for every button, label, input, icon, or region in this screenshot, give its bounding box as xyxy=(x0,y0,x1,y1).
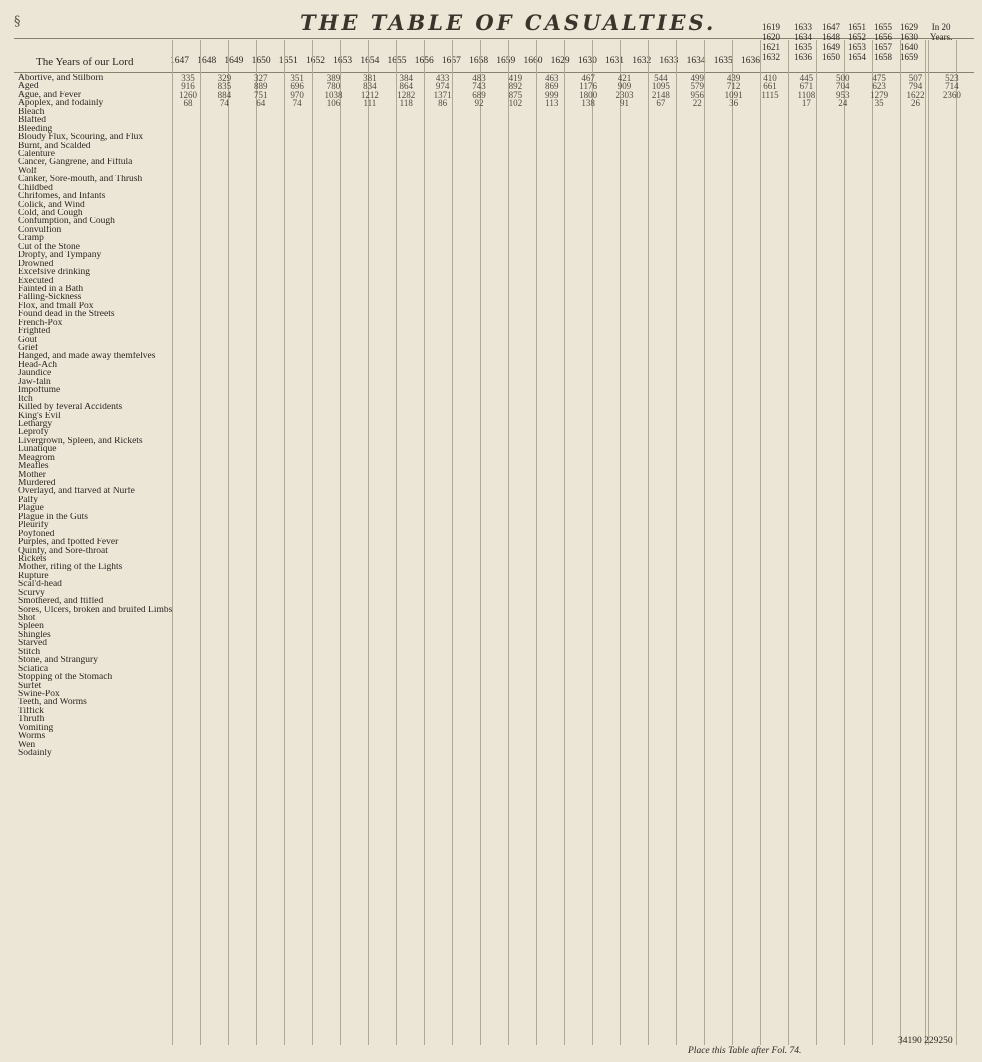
figure-cell: 500 xyxy=(836,73,850,83)
casualty-row-label: Cold, and Cough xyxy=(18,209,83,218)
year-header: 1653 xyxy=(333,56,353,66)
figure-cell: 869 xyxy=(545,81,559,92)
casualty-row-label: Meagrom xyxy=(18,453,55,463)
year-header: 1660 xyxy=(523,56,543,66)
group-header-line: 1621 xyxy=(762,42,780,52)
figure-cell: 335 xyxy=(181,73,195,83)
figure-cell: 864 xyxy=(399,81,413,92)
casualty-row-label: Plague in the Guts xyxy=(18,512,88,522)
casualty-row-label: Calenture xyxy=(18,149,55,159)
casualty-row-label: Overlayd, and ftarved at Nurfe xyxy=(18,487,135,496)
group-header-line: Years. xyxy=(930,32,953,42)
casualty-row-label: Excefsive drinking xyxy=(18,268,91,277)
casualty-row-label: Dropfy, and Tympany xyxy=(18,251,102,260)
group-header-line: 1636 xyxy=(794,52,812,62)
casualty-row-label: Scal'd-head xyxy=(18,580,62,589)
group-header-line: 1632 xyxy=(762,52,780,62)
casualty-row-label: Gout xyxy=(18,335,37,344)
figure-cell: 389 xyxy=(326,73,341,83)
figure-cell: 875 xyxy=(508,89,523,100)
casualty-row-label: Leprofy xyxy=(18,428,49,437)
year-header: 1652 xyxy=(305,56,325,66)
casualty-row-label: Pleurify xyxy=(18,521,49,530)
figure-cell: 1091 xyxy=(724,89,743,100)
group-header-line: 1655 xyxy=(874,22,892,32)
casualty-row-label: Flox, and fmall Pox xyxy=(18,301,94,311)
year-header: 1650 xyxy=(251,56,271,66)
page-title: THE TABLE OF CASUALTIES. xyxy=(300,10,717,35)
casualty-row-label: Teeth, and Worms xyxy=(18,698,87,707)
year-header: 1658 xyxy=(469,56,489,66)
casualty-row-label: Hanged, and made away themfelves xyxy=(18,352,156,361)
figure-cell: 74 xyxy=(292,98,302,109)
figure-cell: 689 xyxy=(472,89,486,100)
group-header xyxy=(762,22,780,62)
figure-cell: 483 xyxy=(472,73,486,83)
figure-cell: 507 xyxy=(908,73,923,83)
figure-cell: 24 xyxy=(838,98,848,109)
figure-cell: 2360 xyxy=(942,89,961,100)
year-header: 1654 xyxy=(360,56,380,66)
figure-cell: 1260 xyxy=(179,89,197,100)
figure-cell: 68 xyxy=(183,98,193,109)
figure-cell: 794 xyxy=(908,81,923,92)
casualty-row-label: Ague, and Fever xyxy=(18,90,82,100)
casualty-row-label: Executed xyxy=(18,276,54,285)
group-header-line: 1648 xyxy=(822,32,840,42)
group-header-line: 1630 xyxy=(900,32,918,42)
figure-cell: 751 xyxy=(254,89,268,100)
casualty-row-label: Cramp xyxy=(18,234,44,243)
figure-cell: 499 xyxy=(690,73,704,83)
casualty-row-label: Sciatica xyxy=(18,664,49,674)
figure-cell: 381 xyxy=(363,73,377,83)
figure-cell: 523 xyxy=(945,73,959,83)
figure-cell: 704 xyxy=(836,81,850,92)
casualty-row-label: Confumption, and Cough xyxy=(18,217,115,226)
casualty-row-label: Wen xyxy=(18,740,36,749)
figure-cell: 433 xyxy=(435,73,450,83)
figure-cell: 1095 xyxy=(651,81,670,92)
casualty-row-label: Fainted in a Bath xyxy=(18,284,84,294)
group-header-line: 1657 xyxy=(874,42,892,52)
casualty-row-label: Bleach xyxy=(18,107,45,117)
casualty-row-label: Falling-Sickness xyxy=(18,293,82,302)
group-header-line: 1658 xyxy=(874,52,892,62)
casualty-row-label: Murdered xyxy=(18,479,56,488)
figure-cell: 1212 xyxy=(360,89,379,100)
figure-cell: 463 xyxy=(545,73,559,83)
group-header-line: 1653 xyxy=(848,42,866,52)
casualty-row-label: King's Evil xyxy=(18,411,61,420)
casualty-row-label: Shingles xyxy=(18,630,51,640)
figure-cell: 410 xyxy=(763,73,777,83)
figure-cell: 102 xyxy=(508,98,523,109)
figure-cell: 743 xyxy=(472,81,486,92)
group-header xyxy=(874,22,892,62)
casualty-row-label: Head-Ach xyxy=(18,360,58,370)
year-header: 1633 xyxy=(659,56,679,66)
figure-cell: 1108 xyxy=(797,89,816,100)
casualty-row-label: Bloudy Flux, Scouring, and Flux xyxy=(18,133,144,142)
figure-cell: 26 xyxy=(911,98,920,109)
figure-cell: 953 xyxy=(836,89,850,100)
figure-cell: 329 xyxy=(217,73,232,83)
figure-cell: 1279 xyxy=(870,89,889,100)
casualty-row-label: Aged xyxy=(18,82,39,91)
figure-cell: 86 xyxy=(438,98,448,109)
casualty-row-label: Convulfion xyxy=(18,225,62,235)
figure-cell: 916 xyxy=(181,81,195,92)
figure-cell: 91 xyxy=(620,98,629,109)
figure-cell: 696 xyxy=(290,81,304,92)
figure-cell: 67 xyxy=(656,98,666,109)
casualty-row-label: Thrufh xyxy=(18,715,45,724)
casualty-row-label: Poyfoned xyxy=(18,529,55,539)
figures-row xyxy=(175,99,965,107)
group-header xyxy=(900,22,918,62)
year-header: 1630 xyxy=(577,56,597,66)
year-header: 1659 xyxy=(496,56,516,66)
figure-cell: 999 xyxy=(545,89,559,100)
figure-cell: 64 xyxy=(256,98,266,109)
casualty-row-label: Burnt, and Scalded xyxy=(18,141,91,150)
casualty-row-label: Killed by feveral Accidents xyxy=(18,403,123,412)
year-header: 1629 xyxy=(550,56,570,66)
casualty-row-label: Starved xyxy=(18,639,48,648)
casualty-row-label: Swine-Pox xyxy=(18,689,60,699)
figure-cell: 1371 xyxy=(433,89,452,100)
group-header-line: 1635 xyxy=(794,42,812,52)
figure-cell: 884 xyxy=(217,89,232,100)
figure-cell: 106 xyxy=(326,98,341,109)
figure-cell: 327 xyxy=(254,73,268,83)
casualty-row-label: Scurvy xyxy=(18,588,45,598)
figure-cell: 1038 xyxy=(324,89,343,100)
group-header-line: 1640 xyxy=(900,42,918,52)
figure-cell: 475 xyxy=(872,73,886,83)
group-header-line: 1650 xyxy=(822,52,840,62)
figure-cell: 1115 xyxy=(761,89,779,100)
casualty-row-label: Jaw-faln xyxy=(18,377,51,387)
group-header-line: 1629 xyxy=(900,22,918,32)
casualty-row-label: Tiffick xyxy=(18,706,44,716)
grand-total: 34190 229250 xyxy=(898,1036,953,1046)
figure-cell: 35 xyxy=(874,98,884,109)
group-header-line: 1656 xyxy=(874,32,892,42)
group-header xyxy=(794,22,812,62)
casualty-row-label: Worms xyxy=(18,732,46,741)
figure-cell: 92 xyxy=(474,98,484,109)
casualty-row-label: Lunatique xyxy=(18,445,57,454)
group-header-line: 1652 xyxy=(848,32,866,42)
figure-cell: 419 xyxy=(508,73,523,83)
casualty-row-label: Drowned xyxy=(18,259,54,269)
figure-cell: 2303 xyxy=(615,89,634,100)
casualty-row-label: Lethargy xyxy=(18,419,53,429)
footer-note: Place this Table after Fol. 74. xyxy=(688,1046,802,1056)
figure-cell: 712 xyxy=(726,81,741,92)
years-header xyxy=(170,56,760,70)
casualty-row-label: Mother, rifing of the Lights xyxy=(18,563,123,572)
casualty-row-label: Abortive, and Stilborn xyxy=(18,74,104,83)
figure-cell: 113 xyxy=(545,98,559,109)
figure-cell: 17 xyxy=(801,98,811,109)
figure-cell: 1622 xyxy=(906,89,925,100)
year-header: 1656 xyxy=(414,56,434,66)
casualty-row-label: French-Pox xyxy=(18,318,63,328)
casualty-row-label: Shot xyxy=(18,614,36,623)
year-header: 1635 xyxy=(713,56,733,66)
casualty-row-label: Rupture xyxy=(18,571,49,581)
casualty-row-label: Stopping of the Stomach xyxy=(18,673,113,682)
figure-cell: 138 xyxy=(581,98,595,109)
casualty-row-label: Palfy xyxy=(18,495,39,505)
casualty-row-label: Blafted xyxy=(18,116,46,125)
figure-cell: 623 xyxy=(872,81,886,92)
casualty-row-label: Purples, and fpotted Fever xyxy=(18,538,119,547)
figure-cell: 36 xyxy=(729,98,739,109)
year-header: 1657 xyxy=(441,56,461,66)
casualty-row-label: Quinfy, and Sore-throat xyxy=(18,546,108,555)
figure-cell: 22 xyxy=(692,98,702,109)
group-header-line: 1654 xyxy=(848,52,866,62)
casualty-row-label: Livergrown, Spleen, and Rickets xyxy=(18,436,143,446)
year-header: 1632 xyxy=(632,56,652,66)
year-header: 1634 xyxy=(686,56,706,66)
figure-cell: 974 xyxy=(435,81,450,92)
figure-cell: 970 xyxy=(290,89,304,100)
figure-cell: 671 xyxy=(799,81,814,92)
figure-cell: 835 xyxy=(217,81,232,92)
figure-cell: 439 xyxy=(726,73,741,83)
casualty-row-label: Wolf xyxy=(18,166,37,176)
group-header-line: 1651 xyxy=(848,22,866,32)
figure-cell: 1800 xyxy=(579,89,598,100)
casualty-row-label: Mother xyxy=(18,470,46,479)
casualty-row-label: Meafles xyxy=(18,462,49,471)
casualty-row-label: Rickets xyxy=(18,554,47,564)
casualty-row-label: Frighted xyxy=(18,327,51,336)
casualty-row-label: Spleen xyxy=(18,622,44,631)
group-header-line: 1647 xyxy=(822,22,840,32)
figure-cell: 421 xyxy=(617,73,632,83)
year-header: 1647 xyxy=(170,56,189,66)
casualty-row-label: Plague xyxy=(18,504,44,513)
casualty-row-label: Childbed xyxy=(18,183,53,193)
figure-cell: 111 xyxy=(363,98,377,109)
casualty-row-label: Stone, and Strangury xyxy=(18,656,98,665)
group-header-line: 1634 xyxy=(794,32,812,42)
casualty-row-label: Chrifomes, and Infants xyxy=(18,192,106,201)
figure-cell: 714 xyxy=(945,81,959,92)
figure-cell: 1176 xyxy=(579,81,597,92)
corner-mark: § xyxy=(14,14,21,29)
casualty-row-label: Cut of the Stone xyxy=(18,242,81,252)
casualty-row-label: Impoftume xyxy=(18,386,61,395)
casualty-row-label: Surfet xyxy=(18,681,42,690)
year-header: 1651 xyxy=(278,56,298,66)
casualty-row-label: Sores, Ulcers, broken and bruifed Limbs xyxy=(18,605,173,614)
figure-cell: 834 xyxy=(363,81,377,92)
group-header-line: 1633 xyxy=(794,22,812,32)
group-header-line: 1659 xyxy=(900,52,918,62)
group-header xyxy=(848,22,866,62)
figure-cell: 2148 xyxy=(651,89,670,100)
figure-cell: 544 xyxy=(654,73,668,83)
casualty-row-label: Itch xyxy=(18,394,33,404)
casualty-row-label: Smothered, and ftifled xyxy=(18,597,104,606)
casualty-row-label: Grief xyxy=(18,344,39,353)
figure-cell: 118 xyxy=(399,98,413,109)
casualty-row-label: Sodainly xyxy=(18,749,52,758)
figures-grid xyxy=(175,74,965,1034)
figure-cell: 467 xyxy=(581,73,595,83)
figure-cell: 956 xyxy=(690,89,704,100)
figure-cell: 661 xyxy=(763,81,777,92)
casualty-row-label: Stitch xyxy=(18,647,41,657)
group-header xyxy=(930,22,952,42)
casualty-row-label: Cancer, Gangrene, and Fiftula xyxy=(18,158,133,167)
figure-cell: 889 xyxy=(254,81,268,92)
casualty-row-label: Vomiting xyxy=(18,723,54,733)
figure-cell: 780 xyxy=(326,81,341,92)
figure-cell: 1282 xyxy=(397,89,416,100)
group-header-line: In 20 xyxy=(931,22,951,32)
figure-cell xyxy=(757,99,783,107)
casualty-row-label: Canker, Sore-mouth, and Thrush xyxy=(18,175,143,184)
years-label: The Years of our Lord xyxy=(36,56,134,68)
group-header-line: 1620 xyxy=(762,32,780,42)
group-header-line: 1619 xyxy=(762,22,780,32)
group-header xyxy=(822,22,840,62)
figure-cell: 579 xyxy=(690,81,704,92)
casualty-list xyxy=(18,74,178,757)
figure-cell: 74 xyxy=(219,98,229,109)
casualty-row-label: Found dead in the Streets xyxy=(18,310,115,319)
year-header: 1631 xyxy=(605,56,624,66)
year-header: 1648 xyxy=(197,56,217,66)
figure-cell: 384 xyxy=(399,73,413,83)
casualty-row-label: Colick, and Wind xyxy=(18,200,85,209)
figure-cell: 892 xyxy=(508,81,523,92)
casualty-row-label: Jaundice xyxy=(18,369,52,378)
year-header: 1636 xyxy=(740,56,760,66)
header-rule xyxy=(14,72,974,73)
casualty-row-label: Apoplex, and fodainly xyxy=(18,99,104,108)
figure-cell xyxy=(939,99,965,107)
year-header: 1655 xyxy=(387,56,407,66)
figure-cell: 445 xyxy=(799,73,814,83)
casualty-row-label: Bleeding xyxy=(18,124,53,134)
year-header: 1649 xyxy=(224,56,244,66)
figure-cell: 909 xyxy=(617,81,632,92)
figure-cell: 351 xyxy=(290,73,304,83)
group-header-line: 1649 xyxy=(822,42,840,52)
